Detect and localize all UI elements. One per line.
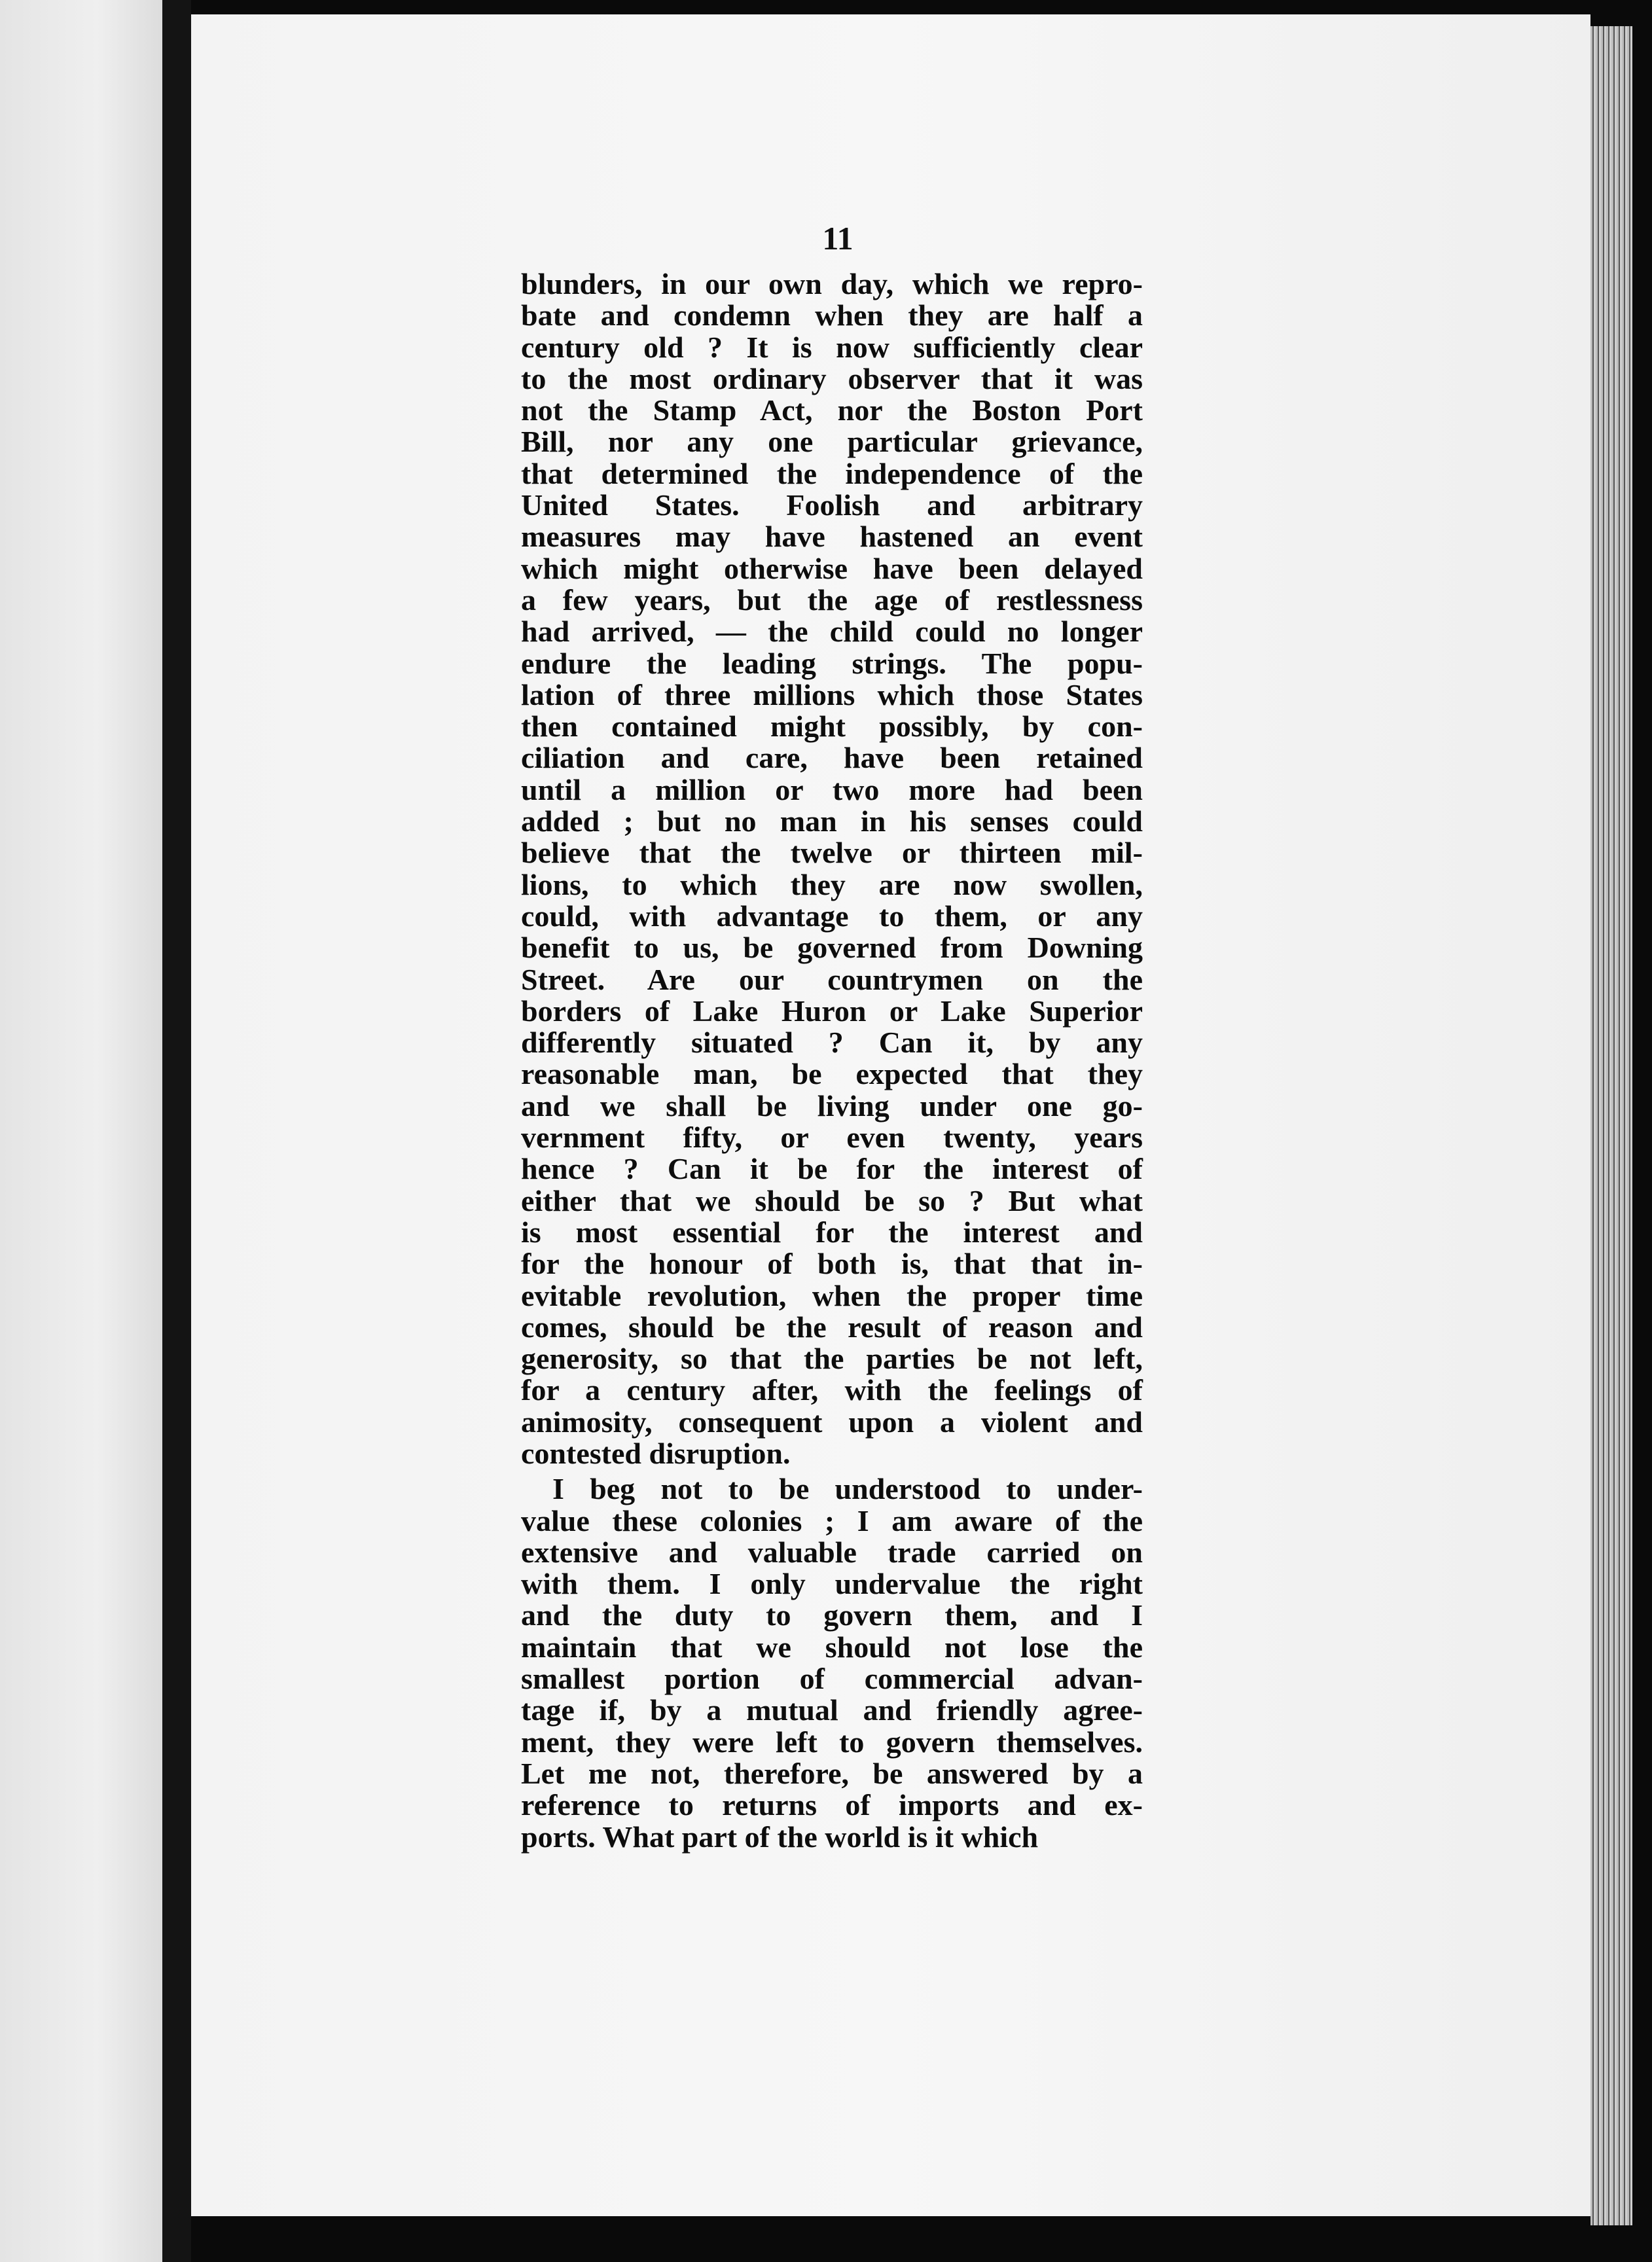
text-line: animosity, consequent upon a violent and bbox=[521, 1405, 1143, 1439]
text-line: lions, to which they are now swollen, bbox=[521, 867, 1143, 901]
text-line: lation of three millions which those States bbox=[521, 677, 1143, 711]
text-line: for the honour of both is, that that in- bbox=[521, 1247, 1143, 1281]
text-line: with them. I only undervalue the right bbox=[521, 1567, 1143, 1601]
text-line: United States. Foolish and arbitrary bbox=[521, 488, 1143, 522]
text-line: tage if, by a mutual and friendly agree- bbox=[521, 1693, 1143, 1727]
text-line: until a million or two more had been bbox=[521, 772, 1143, 806]
text-line: reference to returns of imports and ex- bbox=[521, 1788, 1143, 1822]
text-line: borders of Lake Huron or Lake Superior bbox=[521, 994, 1143, 1028]
text-line: vernment fifty, or even twenty, years bbox=[521, 1121, 1143, 1155]
book-gutter bbox=[162, 0, 191, 2262]
page-number: 11 bbox=[822, 220, 853, 257]
text-line: evitable revolution, when the proper time bbox=[521, 1278, 1143, 1312]
text-line: century old ? It is now sufficiently clear bbox=[521, 330, 1143, 364]
paragraph bbox=[521, 268, 1143, 1469]
text-line: could, with advantage to them, or any bbox=[521, 899, 1143, 933]
text-line: Street. Are our countrymen on the bbox=[521, 962, 1143, 996]
text-line: bate and condemn when they are half a bbox=[521, 298, 1143, 332]
text-line: extensive and valuable trade carried on bbox=[521, 1535, 1143, 1569]
text-line: generosity, so that the parties be not left, bbox=[521, 1342, 1143, 1376]
text-line: to the most ordinary observer that it was bbox=[521, 361, 1143, 395]
text-line: for a century after, with the feelings of bbox=[521, 1373, 1143, 1407]
text-line: blunders, in our own day, which we repro- bbox=[521, 267, 1143, 300]
text-line: and the duty to govern them, and I bbox=[521, 1598, 1143, 1632]
text-line: benefit to us, be governed from Downing bbox=[521, 931, 1143, 965]
text-line: then contained might possibly, by con- bbox=[521, 709, 1143, 744]
text-line: hence ? Can it be for the interest of bbox=[521, 1152, 1143, 1186]
text-line: which might otherwise have been delayed bbox=[521, 551, 1143, 585]
text-line: differently situated ? Can it, by any bbox=[521, 1026, 1143, 1060]
text-line: value these colonies ; I am aware of the bbox=[521, 1503, 1143, 1537]
text-line: added ; but no man in his senses could bbox=[521, 804, 1143, 838]
paragraph bbox=[521, 1469, 1143, 1853]
text-line: Let me not, therefore, be answered by a bbox=[521, 1756, 1143, 1790]
text-line: ciliation and care, have been retained bbox=[521, 741, 1143, 775]
text-line: I beg not to be understood to under- bbox=[552, 1472, 1143, 1506]
text-line: comes, should be the result of reason and bbox=[521, 1310, 1143, 1344]
page-stack-edge bbox=[1590, 26, 1632, 2225]
text-line: contested disruption. bbox=[521, 1436, 791, 1470]
text-line: either that we should be so ? But what bbox=[521, 1183, 1143, 1217]
facing-page-edge bbox=[0, 0, 162, 2262]
text-line: and we shall be living under one go- bbox=[521, 1088, 1143, 1122]
text-line: ment, they were left to govern themselves. bbox=[521, 1725, 1143, 1759]
text-line: Bill, nor any one particular grievance, bbox=[521, 425, 1143, 459]
body-text bbox=[521, 268, 1143, 1853]
text-line: smallest portion of commercial advan- bbox=[521, 1662, 1143, 1696]
text-line: maintain that we should not lose the bbox=[521, 1630, 1143, 1664]
text-line: is most essential for the interest and bbox=[521, 1215, 1143, 1249]
text-line: not the Stamp Act, nor the Boston Port bbox=[521, 393, 1143, 427]
text-line: believe that the twelve or thirteen mil- bbox=[521, 836, 1143, 870]
text-line: a few years, but the age of restlessness bbox=[521, 583, 1143, 617]
text-line: measures may have hastened an event bbox=[521, 520, 1143, 554]
text-line: reasonable man, be expected that they bbox=[521, 1057, 1143, 1091]
text-line: ports. What part of the world is it which bbox=[521, 1820, 1039, 1854]
text-line: endure the leading strings. The popu- bbox=[521, 646, 1143, 680]
text-line: that determined the independence of the bbox=[521, 456, 1143, 490]
text-line: had arrived, — the child could no longer bbox=[521, 615, 1143, 649]
